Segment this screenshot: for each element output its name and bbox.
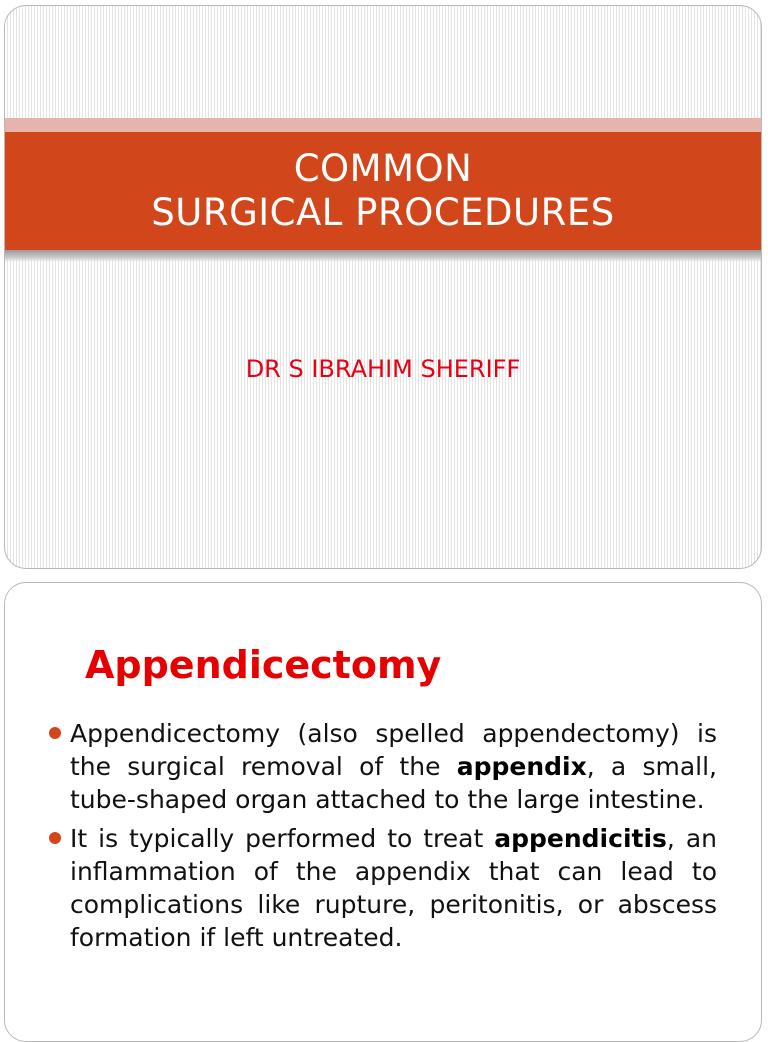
bullet-bold-term: appendicitis [494, 824, 667, 853]
round-bullet-icon [49, 727, 61, 739]
bullet-text: , a small, tube-shaped organ attached to the large intestine. [70, 752, 717, 814]
slide-heading: Appendicectomy [85, 643, 442, 687]
round-bullet-icon [49, 832, 61, 844]
bullet-text: Appendicectomy (also spelled appendectomy) is the surgical removal of the [70, 719, 717, 781]
author-name: DR S IBRAHIM SHERIFF [245, 355, 521, 383]
title-band-top-stripe [5, 118, 761, 132]
title-band-shadow [5, 250, 761, 262]
slide-title-line-1: COMMON [293, 147, 473, 190]
title-slide [4, 5, 762, 569]
slide-title-line-2: SURGICAL PROCEDURES [151, 191, 615, 234]
bullet-item [37, 717, 717, 816]
bullet-item [37, 822, 717, 954]
bullet-text: It is typically performed to treat [70, 824, 495, 853]
bullet-bold-term: appendix [456, 752, 587, 781]
bullet-list [37, 717, 717, 960]
bullet-text: , an inflammation of the appendix that can lead to complications like rupture, peritonitis, or abscess formation if left untreated. [70, 824, 717, 952]
title-bar [5, 132, 761, 250]
content-slide [4, 582, 762, 1042]
title-band [5, 118, 761, 262]
